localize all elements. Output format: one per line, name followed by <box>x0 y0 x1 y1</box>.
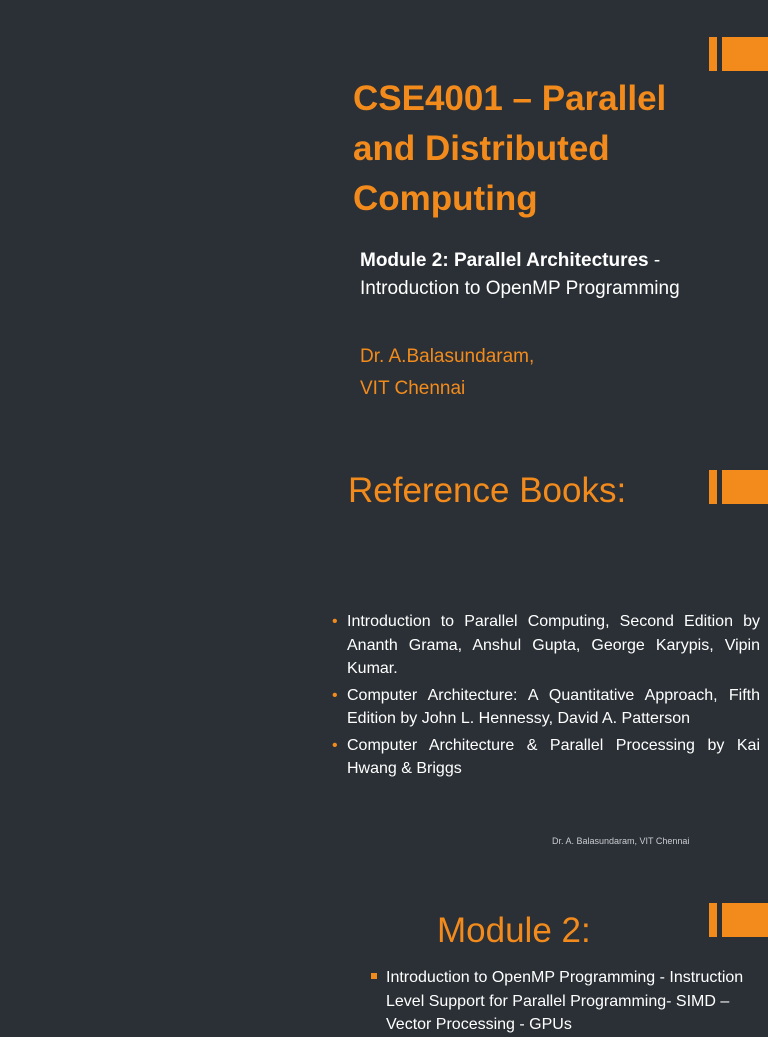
accent-bar-thick <box>722 37 768 71</box>
square-bullet-icon <box>371 973 377 979</box>
reference-books-list <box>330 610 760 784</box>
accent-bar-3 <box>709 903 768 937</box>
list-item <box>330 610 760 681</box>
module-heading: Module 2: <box>437 911 591 950</box>
author-block <box>360 341 534 405</box>
reference-books-heading: Reference Books: <box>348 471 627 510</box>
author-place: VIT Chennai <box>360 378 466 399</box>
accent-bar-1 <box>709 37 768 71</box>
module-topic: Introduction to OpenMP Programming <box>360 278 680 299</box>
bullet-icon: • <box>332 686 338 704</box>
module-subtitle <box>360 248 660 274</box>
module-subtitle-dash: - <box>648 250 661 271</box>
bullet-icon: • <box>332 613 338 630</box>
bullet-icon: • <box>332 736 338 754</box>
accent-bar-thin <box>709 37 717 71</box>
module-topic-list <box>370 966 765 1037</box>
module-subtitle-bold: Module 2: Parallel Architectures <box>360 250 649 271</box>
slide-footer: Dr. A. Balasundaram, VIT Chennai <box>552 836 690 846</box>
book-text: Introduction to Parallel Computing, Second Edition by Ananth Grama, Anshul Gupta, George Karypis, Vipin Kumar. <box>347 613 760 677</box>
accent-bar-thin <box>709 470 717 504</box>
course-title-line: and Distributed <box>353 129 610 168</box>
book-text: Computer Architecture: A Quantitative Approach, Fifth Edition by John L. Hennessy, David A. Patterson <box>347 686 760 727</box>
accent-bar-thin <box>709 903 717 937</box>
author-name: Dr. A.Balasundaram, <box>360 346 535 367</box>
course-title-line: Computing <box>353 179 538 218</box>
list-item <box>370 966 765 1037</box>
topic-text: Introduction to OpenMP Programming - Instruction Level Support for Parallel Programming- SIMD – Vector Processing - GPUs <box>386 969 744 1033</box>
accent-bar-thick <box>722 470 768 504</box>
course-title-line: CSE4001 – Parallel <box>353 79 667 118</box>
accent-bar-thick <box>722 903 768 937</box>
book-text: Computer Architecture & Parallel Processing by Kai Hwang & Briggs <box>347 736 760 777</box>
accent-bar-2 <box>709 470 768 504</box>
list-item <box>330 684 760 731</box>
list-item <box>330 734 760 781</box>
course-title <box>353 74 753 224</box>
